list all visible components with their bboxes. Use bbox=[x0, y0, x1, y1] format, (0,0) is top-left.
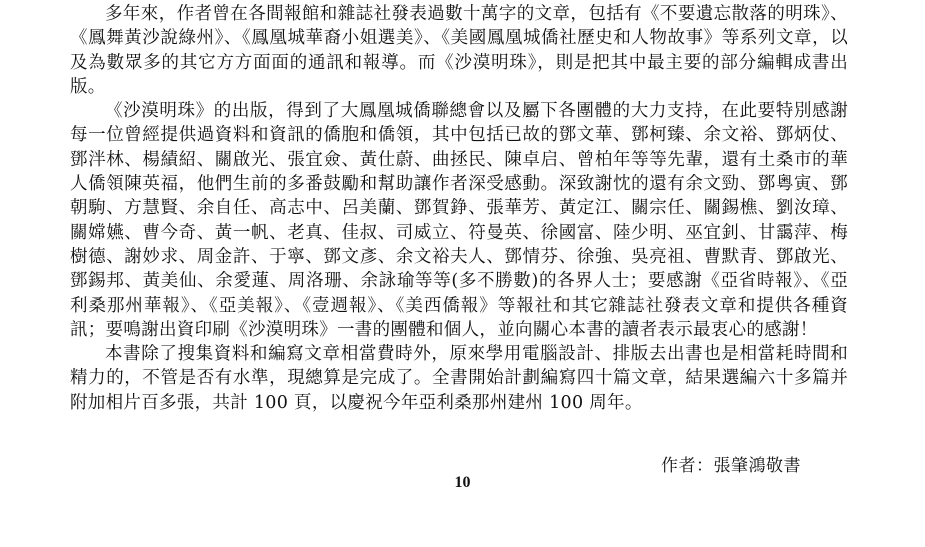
intro-paragraph: 多年來，作者曾在各間報館和雜誌社發表過數十萬字的文章，包括有《不要遺忘散落的明珠》、《鳳舞黃沙說綠州》、《鳳凰城華裔小姐選美》、《美國鳳凰城僑社歷史和人物故事》等系列文章，以及為數眾多的其它方方面面的通訊和報導。而《沙漠明珠》，則是把其中最主要的部分編輯成書出版。 bbox=[70, 4, 848, 97]
document-body bbox=[70, 2, 848, 415]
author-signature: 作者：張肇鴻敬書 bbox=[661, 456, 801, 476]
page-number: 10 bbox=[454, 474, 471, 491]
closing-paragraph: 本書除了搜集資料和編寫文章相當費時外，原來學用電腦設計、排版去出書也是相當耗時間和精力的，不管是否有水準，現總算是完成了。全書開始計劃編寫四十篇文章，結果選編六十多篇并附加相片百多張，共計 100 頁，以慶祝今年亞利桑那州建州 100 周年。 bbox=[70, 344, 848, 413]
acknowledgement-paragraph: 《沙漠明珠》的出版，得到了大鳳凰城僑聯總會以及屬下各團體的大力支持，在此要特別感謝每一位曾經提供過資料和資訊的僑胞和僑領，其中包括已故的鄧文華、鄧柯臻、余文裕、鄧炳仗、鄧泮林、楊績紹、關啟光、張宜僉、黃仕蔚、曲拯民、陳卓启、曾柏年等等先輩，還有土桑市的華人僑領陳英福，他們生前的多番鼓勵和幫助讓作者深受感動。深致謝忱的還有余文勁、鄧粵寅、鄧朝駒、方慧賢、余自任、高志中、呂美蘭、鄧賀錚、張華芳、黃定江、關宗任、關錫樵、劉汝璋、關嫦嬿、曹今奇、黃一帆、老真、佳叔、司威立、符曼英、徐國富、陸少明、巫宜釗、甘靄萍、梅樹德、謝妙求、周金許、于寧、鄧文彥、余文裕夫人、鄧情芬、徐強、吳亮祖、曹默青、鄧啟光、鄧錫邦、黃美仙、余愛蓮、周洛珊、余詠瑜等等(多不勝數)的各界人士；要感謝《亞省時報》、《亞利桑那州華報》、《亞美報》、《壹週報》、《美西僑報》等報社和其它雜誌社發表文章和提供各種資訊；要鳴謝出資印刷《沙漠明珠》一書的團體和個人，並向關心本書的讀者表示最衷心的感謝！ bbox=[70, 101, 848, 340]
